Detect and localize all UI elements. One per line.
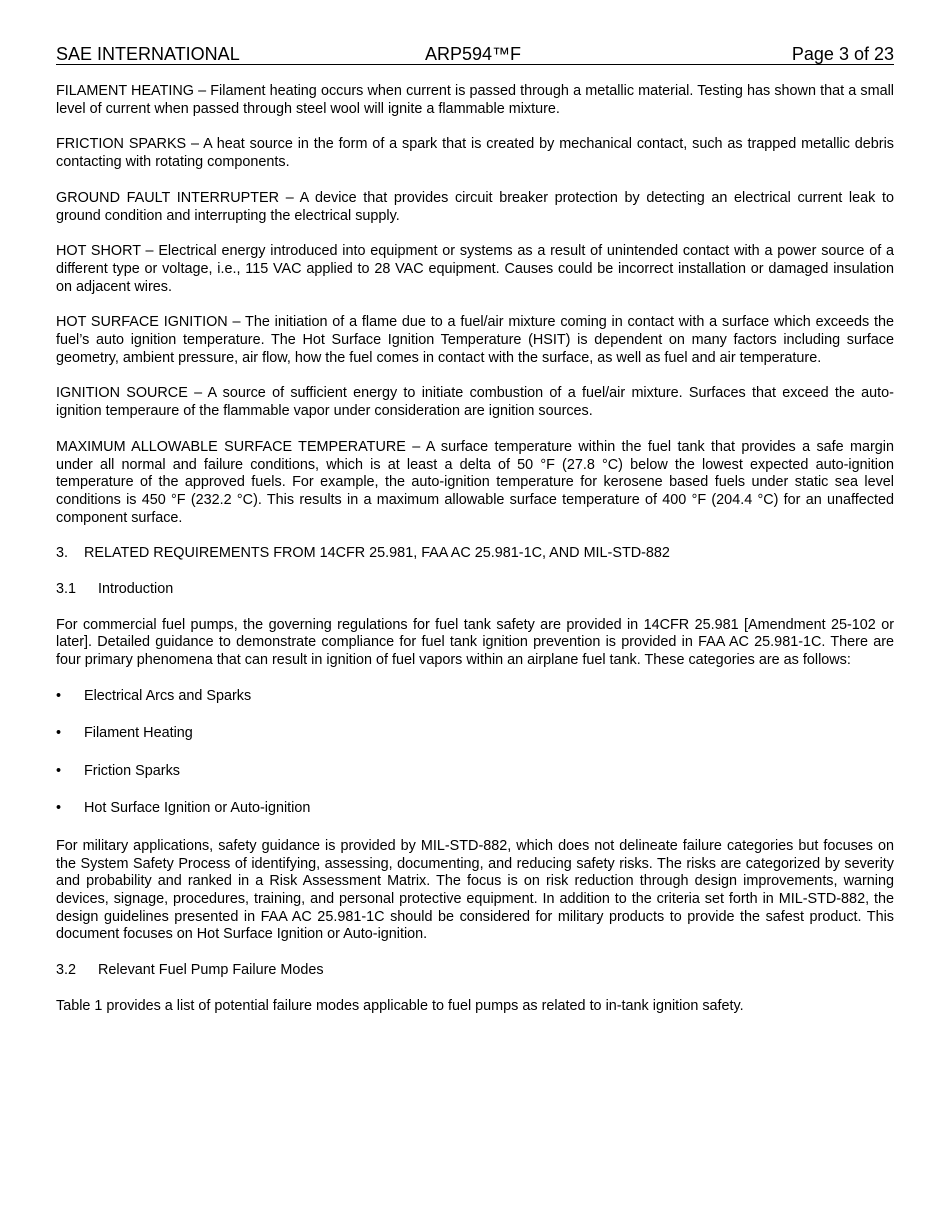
section-3-2-paragraph-1: Table 1 provides a list of potential failure modes applicable to fuel pumps as related to in-tank ignition safety. [56, 997, 744, 1014]
definition-term: FRICTION SPARKS [56, 136, 187, 153]
section-3-heading [56, 545, 894, 563]
section-3-1-paragraph-2: For military applications, safety guidance is provided by MIL-STD-882, which does not delineate failure categories but focuses on the System Safety Process of identifying, assessing, documenting, and reducing safety risks. The risks are categorized by severity and probability and ranked in a Risk Assessment Matrix. The focus is on risk reduction through design improvements, warning devices, signage, procedures, training, and personal protective equipment. In addition to the criteria set forth in MIL-STD-882, the design guidelines presented in FAA AC 25.981-1C should be considered for military products to provide the safest product. This document focuses on Hot Surface Ignition or Auto-ignition. [56, 837, 894, 943]
definition-max-allowable-surface-temp: MAXIMUM ALLOWABLE SURFACE TEMPERATURE – A surface temperature within the fuel tank that provides a safe margin under all normal and failure conditions, which is at least a delta of 50 °F (27.8 °C) below the lowest expected auto-ignition temperature of the approved fuels. For example, the auto-ignition temperature for kerosene based fuels under static sea level conditions is 450 °F (232.2 °C). This results in a maximum allowable surface temperature of 400 °F (204.4 °C) for an unaffected component surface. [56, 438, 894, 526]
definition-term: MAXIMUM ALLOWABLE SURFACE TEMPERATURE [56, 438, 406, 455]
section-number: 3. [56, 545, 69, 562]
definition-text: A heat source in the form of a spark that is created by mechanical contact, such as trapped metallic debris contacting with rotating components. [56, 136, 894, 171]
section-title: Introduction [98, 581, 174, 598]
document-page [56, 44, 894, 1034]
definition-text: A device that provides circuit breaker protection by detecting an electrical current leak to ground condition and interrupting the electrical supply. [56, 189, 894, 224]
list-item: • Friction Sparks [56, 762, 180, 779]
definition-term: HOT SURFACE IGNITION [56, 314, 228, 331]
list-item: • Electrical Arcs and Sparks [56, 687, 252, 704]
list-item: • Filament Heating [56, 725, 193, 742]
definition-text: A source of sufficient energy to initiate combustion of a fuel/air mixture. Surfaces that exceed the auto-ignition temperaure of the flammable vapor under consideration are ignition sources. [56, 385, 894, 420]
definition-filament-heating: FILAMENT HEATING – Filament heating occurs when current is passed through a metallic material. Testing has shown that a small level of current when passed through steel wool will ignite a flammable mixture. [56, 83, 894, 117]
bullet-icon: • [56, 762, 62, 779]
definition-term: HOT SHORT [56, 243, 141, 260]
ignition-categories-list [56, 688, 894, 818]
definition-friction-sparks: FRICTION SPARKS – A heat source in the form of a spark that is created by mechanical contact, such as trapped metallic debris contacting with rotating components. [56, 136, 894, 171]
definition-ground-fault-interrupter: GROUND FAULT INTERRUPTER – A device that provides circuit breaker protection by detecting an electrical current leak to ground condition and interrupting the electrical supply. [56, 189, 894, 224]
definition-hot-short: HOT SHORT – Electrical energy introduced into equipment or systems as a result of unintended contact with a power source of a different type or voltage, i.e., 115 VAC applied to 28 VAC equipment. Causes could be incorrect installation or damaged insulation on adjacent wires. [56, 243, 894, 295]
bullet-icon: • [56, 687, 62, 704]
definition-text: Filament heating occurs when current is passed through a metallic material. Testing has shown that a small level of current when passed through steel wool will ignite a flammable mixture. [56, 83, 894, 117]
section-3-1-heading [56, 581, 894, 599]
list-item: • Hot Surface Ignition or Auto-ignition [56, 800, 311, 817]
section-number: 3.2 [56, 962, 77, 979]
definition-text: Electrical energy introduced into equipment or systems as a result of unintended contact with a power source of a different type or voltage, i.e., 115 VAC applied to 28 VAC equipment. Causes could be incorrect installation or damaged insulation on adjacent wires. [56, 243, 894, 295]
section-number: 3.1 [56, 581, 77, 598]
section-title: RELATED REQUIREMENTS FROM 14CFR 25.981, FAA AC 25.981-1C, AND MIL-STD-882 [84, 545, 670, 562]
section-3-1-paragraph-1: For commercial fuel pumps, the governing regulations for fuel tank safety are provided in 14CFR 25.981 [Amendment 25-102 or later]. Detailed guidance to demonstrate compliance for fuel tank ignition prevention is provided in FAA AC 25.981-1C. There are four primary phenomena that can result in ignition of fuel vapors within an airplane fuel tank. These categories are as follows: [56, 616, 894, 669]
definition-term: IGNITION SOURCE [56, 385, 188, 402]
section-title: Relevant Fuel Pump Failure Modes [98, 962, 324, 979]
definition-ignition-source: IGNITION SOURCE – A source of sufficient energy to initiate combustion of a fuel/air mixture. Surfaces that exceed the auto-ignition temperaure of the flammable vapor under consideration are ignition sources. [56, 385, 894, 420]
definition-term: GROUND FAULT INTERRUPTER [56, 189, 280, 206]
definition-text: A surface temperature within the fuel tank that provides a safe margin under all normal and failure conditions, which is at least a delta of 50 °F (27.8 °C) below the lowest expected auto-ignition temperature of the approved fuels. For example, the auto-ignition temperature for kerosene based fuels under static sea level conditions is 450 °F (232.2 °C). This results in a maximum allowable surface temperature of 400 °F (204.4 °C) for an unaffected component surface. [56, 438, 894, 526]
definition-term: FILAMENT HEATING [56, 83, 194, 99]
section-3-2-heading [56, 962, 894, 980]
page-header [56, 44, 894, 65]
header-page-number: Page 3 of 23 [791, 44, 894, 64]
page-content [56, 83, 894, 1016]
definition-text: The initiation of a flame due to a fuel/air mixture coming in contact with a surface which exceeds the fuel’s auto ignition temperature. The Hot Surface Ignition Temperature (HSIT) is dependent on many factors including surface geometry, ambient pressure, air flow, how the fuel comes in contact with the surface, as well as fuel and air temperature. [56, 314, 894, 366]
bullet-icon: • [56, 800, 62, 817]
header-org: SAE INTERNATIONAL [56, 44, 240, 64]
definition-hot-surface-ignition: HOT SURFACE IGNITION – The initiation of a flame due to a fuel/air mixture coming in contact with a surface which exceeds the fuel’s auto ignition temperature. The Hot Surface Ignition Temperature (HSIT) is dependent on many factors including surface geometry, ambient pressure, air flow, how the fuel comes in contact with the surface, as well as fuel and air temperature. [56, 314, 894, 366]
header-doc-number: ARP594™F [425, 44, 522, 64]
bullet-icon: • [56, 725, 62, 742]
